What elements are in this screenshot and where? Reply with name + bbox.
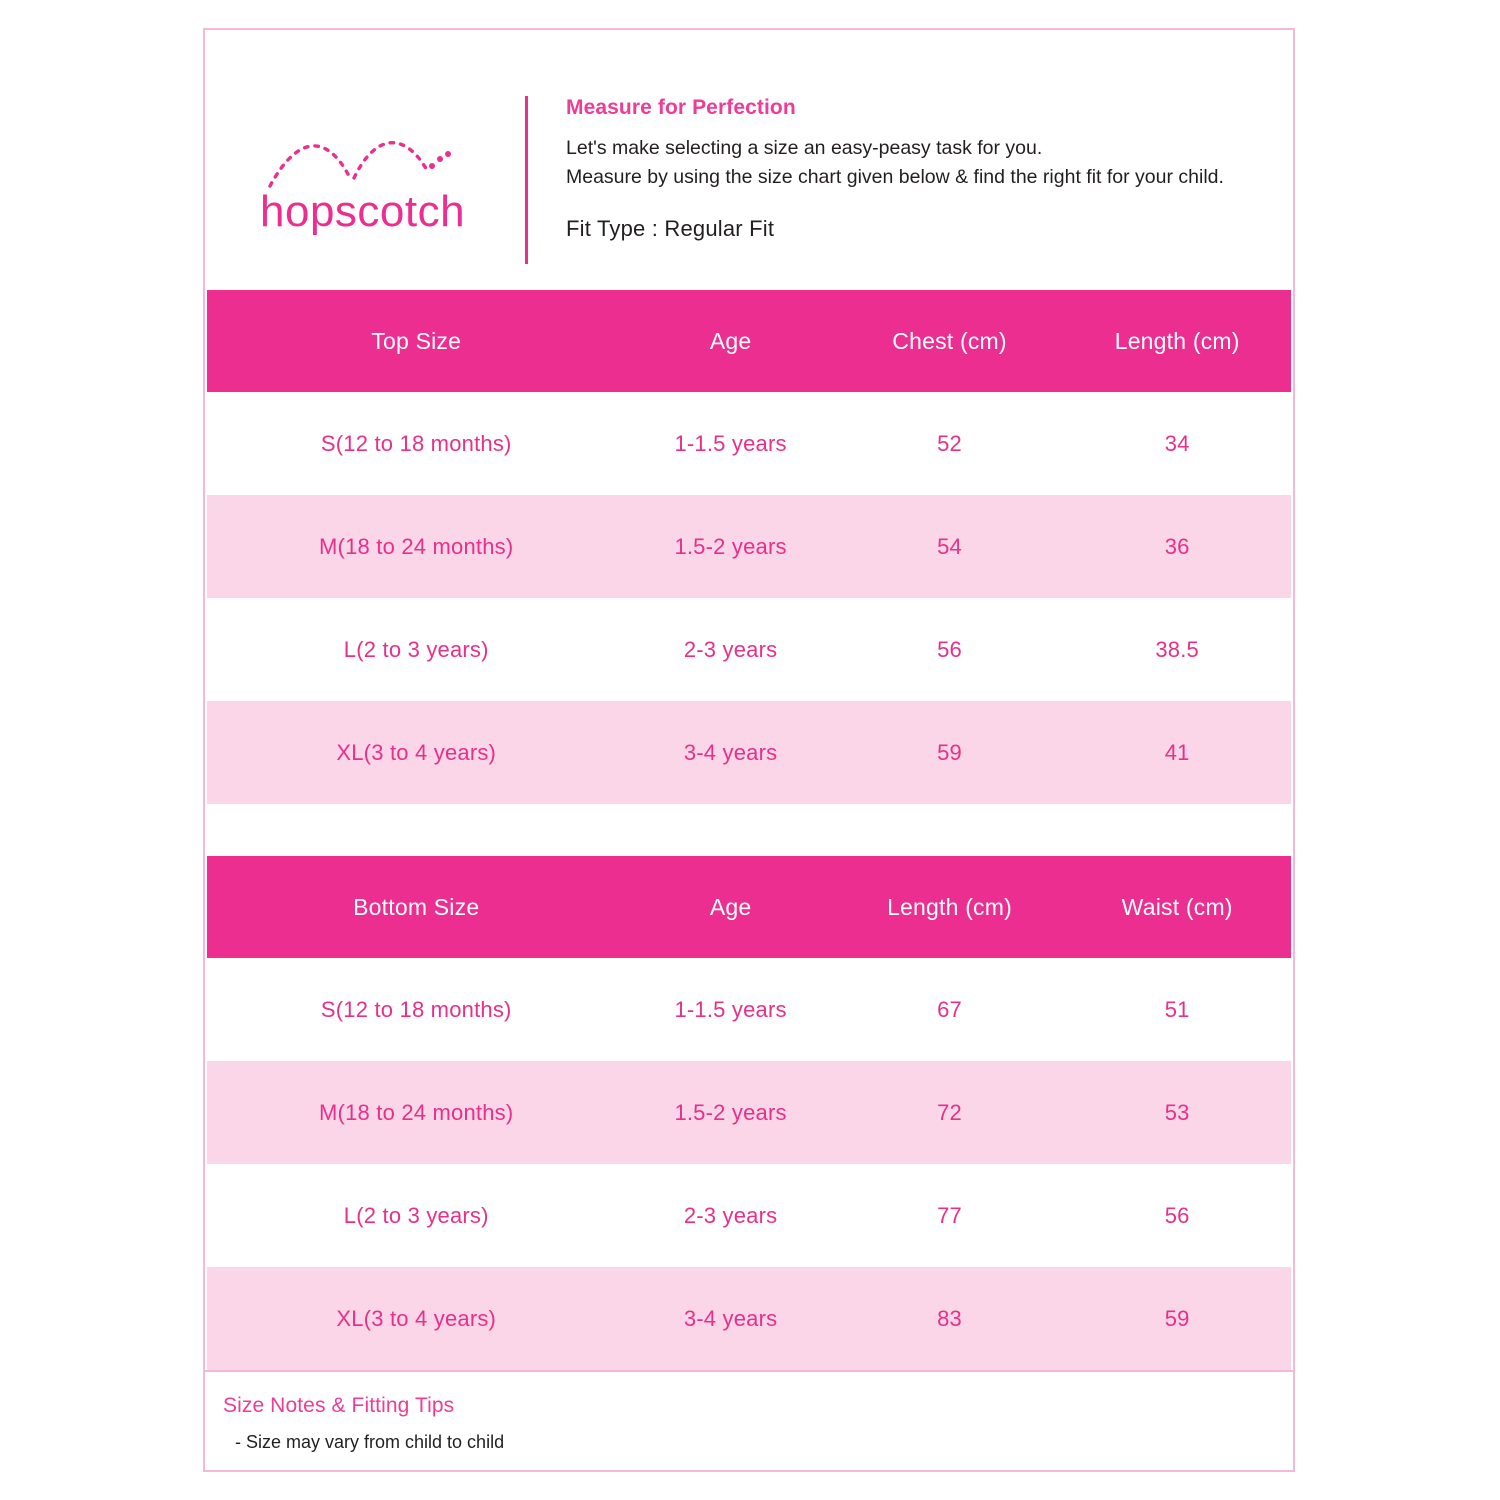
cell-size: L(2 to 3 years) (207, 598, 625, 701)
cell-length: 83 (836, 1267, 1064, 1370)
cell-age: 3-4 years (625, 1267, 835, 1370)
cell-age: 1.5-2 years (625, 1061, 835, 1164)
col-header-top-size: Top Size (207, 290, 625, 392)
col-header-bottom-size: Bottom Size (207, 856, 625, 958)
cell-length: 41 (1063, 701, 1291, 804)
brand-logo (205, 68, 525, 236)
table-row (207, 1061, 1291, 1164)
table-row (207, 1164, 1291, 1267)
top-size-table (207, 290, 1291, 804)
table-row (207, 958, 1291, 1061)
col-header-chest: Chest (cm) (836, 290, 1064, 392)
cell-size: S(12 to 18 months) (207, 958, 625, 1061)
size-chart-card (203, 28, 1295, 1472)
cell-age: 1.5-2 years (625, 495, 835, 598)
size-notes-item: - Size may vary from child to child (235, 1432, 505, 1452)
cell-size: XL(3 to 4 years) (207, 701, 625, 804)
cell-age: 2-3 years (625, 598, 835, 701)
table-row (207, 1267, 1291, 1370)
col-header-waist: Waist (cm) (1063, 856, 1291, 958)
cell-length: 36 (1063, 495, 1291, 598)
cell-age: 1-1.5 years (625, 958, 835, 1061)
top-size-table-wrap (205, 290, 1293, 804)
col-header-length: Length (cm) (1063, 290, 1291, 392)
cell-age: 3-4 years (625, 701, 835, 804)
cell-waist: 53 (1063, 1061, 1291, 1164)
table-gap (205, 804, 1293, 856)
cell-size: M(18 to 24 months) (207, 1061, 625, 1164)
size-notes-title: Size Notes & Fitting Tips (223, 1394, 455, 1417)
header-line-2: Measure by using the size chart given below & find the right fit for your child. (566, 166, 1224, 188)
cell-size: S(12 to 18 months) (207, 392, 625, 495)
cell-length: 67 (836, 958, 1064, 1061)
cell-age: 1-1.5 years (625, 392, 835, 495)
col-header-length: Length (cm) (836, 856, 1064, 958)
hopscotch-logo-icon (250, 126, 480, 236)
header-text-block (528, 68, 1293, 242)
cell-chest: 59 (836, 701, 1064, 804)
table-row (207, 392, 1291, 495)
bottom-size-table (207, 856, 1291, 1370)
header-title: Measure for Perfection (566, 96, 796, 119)
table-row (207, 701, 1291, 804)
size-notes-section (205, 1370, 1293, 1480)
cell-length: 38.5 (1063, 598, 1291, 701)
cell-length: 77 (836, 1164, 1064, 1267)
table-header-row (207, 856, 1291, 958)
cell-length: 34 (1063, 392, 1291, 495)
cell-age: 2-3 years (625, 1164, 835, 1267)
fit-type: Fit Type : Regular Fit (566, 216, 775, 241)
cell-chest: 56 (836, 598, 1064, 701)
cell-size: M(18 to 24 months) (207, 495, 625, 598)
header-line-1: Let's make selecting a size an easy-peasy task for you. (566, 137, 1043, 159)
col-header-age: Age (625, 290, 835, 392)
cell-size: L(2 to 3 years) (207, 1164, 625, 1267)
cell-waist: 56 (1063, 1164, 1291, 1267)
cell-chest: 52 (836, 392, 1064, 495)
brand-wordmark: hopscotch (260, 187, 466, 236)
cell-size: XL(3 to 4 years) (207, 1267, 625, 1370)
table-row (207, 598, 1291, 701)
cell-waist: 59 (1063, 1267, 1291, 1370)
bottom-size-table-wrap (205, 856, 1293, 1370)
table-row (207, 495, 1291, 598)
table-header-row (207, 290, 1291, 392)
cell-length: 72 (836, 1061, 1064, 1164)
cell-chest: 54 (836, 495, 1064, 598)
header (205, 30, 1293, 290)
cell-waist: 51 (1063, 958, 1291, 1061)
col-header-age: Age (625, 856, 835, 958)
